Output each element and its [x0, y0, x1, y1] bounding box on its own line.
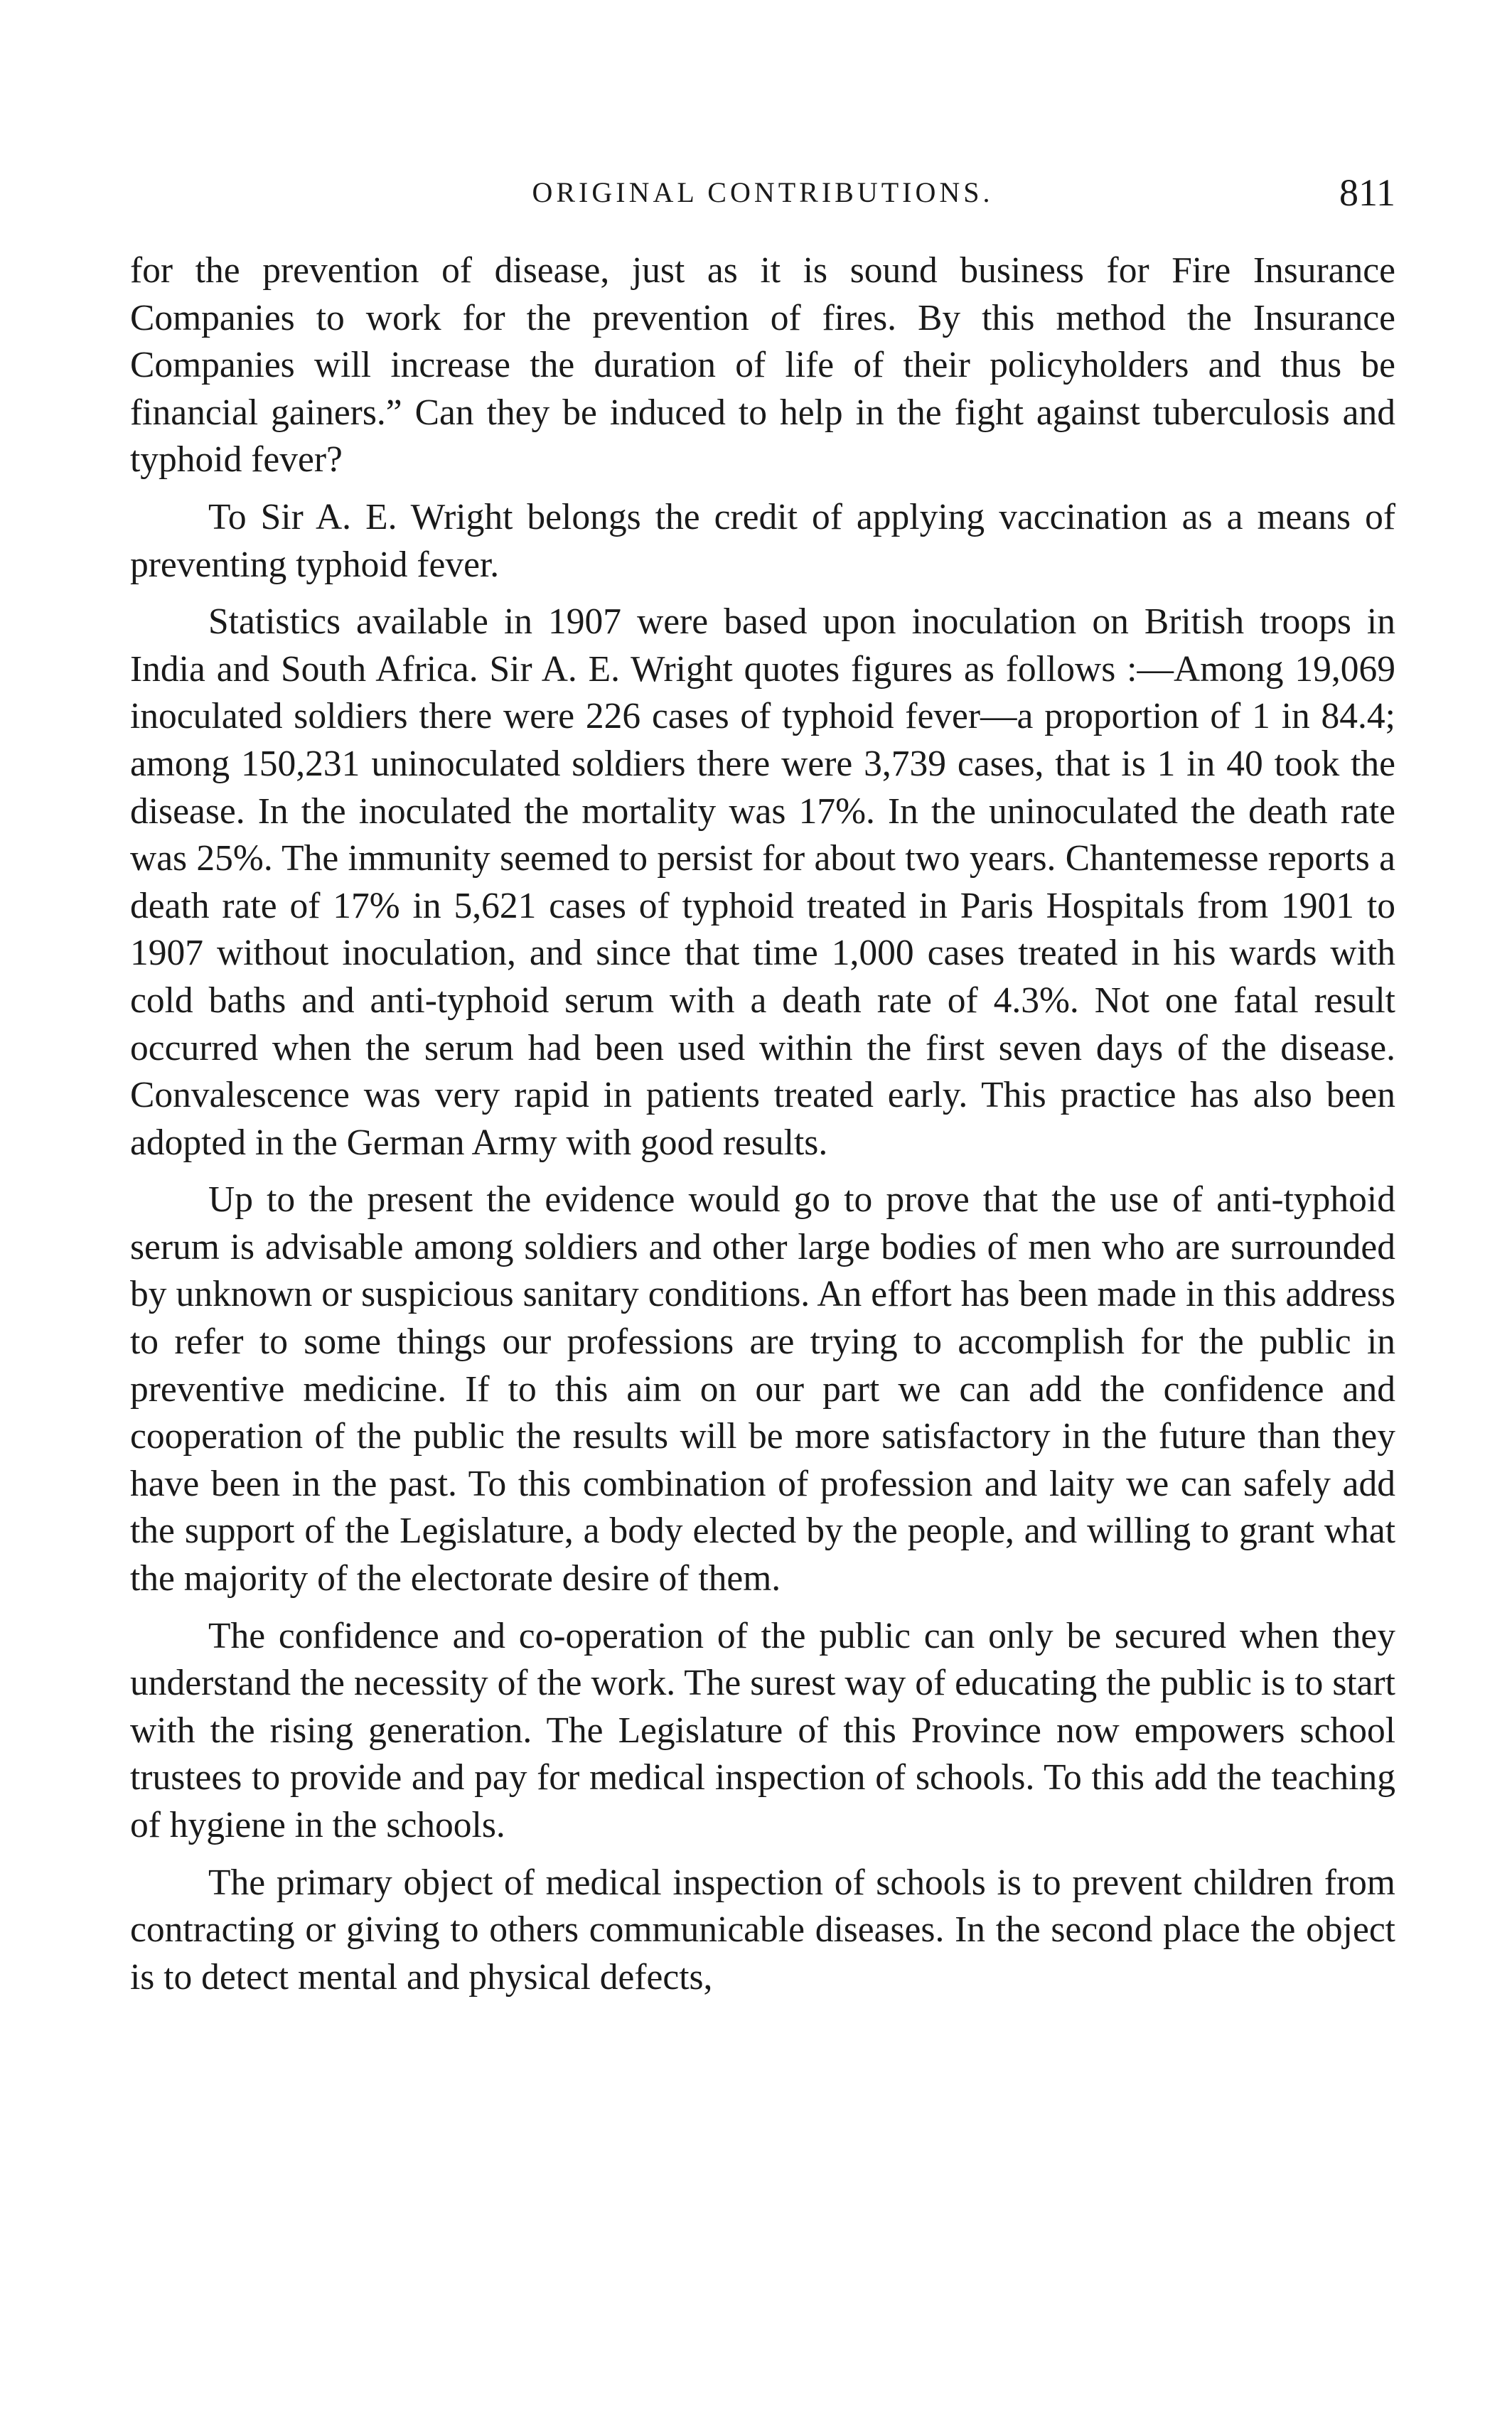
paragraph-continuation: for the prevention of disease, just as it is sound business for Fire Insurance Companies to work for the prevention of fires. By this method the Insurance Companies will increase the duration of life of their policyholders and thus be financial gainers.” Can they be induced to help in the fight against tuberculosis and typhoid fever?: [130, 250, 1395, 481]
page-number: 811: [1339, 171, 1395, 214]
running-title: ORIGINAL CONTRIBUTIONS.: [532, 176, 994, 208]
paragraph-public-cooperation: The confidence and co-operation of the public can only be secured when they understand the necessity of the work. The surest way of educating the public is to start with the rising generation. The Legislature of this Province now empowers school trustees to provide and pay for medical inspection of schools. To this add the teaching of hygiene in the schools.: [130, 1615, 1395, 1845]
body-text: [130, 247, 1395, 2011]
paragraph-anti-typhoid-serum: Up to the present the evidence would go to prove that the use of anti-typhoid serum is advisable among soldiers and other large bodies of men who are surrounded by unknown or suspicious sanitary conditions. An effort has been made in this address to refer to some things our professions are trying to accomplish for the public in preventive medicine. If to this aim on our part we can add the confidence and cooperation of the public the results will be more satisfactory in the future than they have been in the past. To this combination of profession and laity we can safely add the support of the Legislature, a body elected by the people, and willing to grant what the majority of the electorate desire of them.: [130, 1179, 1395, 1599]
paragraph-medical-inspection: The primary object of medical inspection of schools is to prevent children from contracting or giving to others communicable diseases. In the second place the object is to detect mental and physical defects,: [130, 1862, 1395, 1998]
paragraph-statistics: Statistics available in 1907 were based upon inoculation on British troops in India and South Africa. Sir A. E. Wright quotes figures as follows :—Among 19,069 inoculated soldiers there were 226 cases of typhoid fever—a proportion of 1 in 84.4; among 150,231 uninoculated soldiers there were 3,739 cases, that is 1 in 40 took the disease. In the inoculated the mortality was 17%. In the uninoculated the death rate was 25%. The immunity seemed to persist for about two years. Chantemesse reports a death rate of 17% in 5,621 cases of typhoid treated in Paris Hospitals from 1901 to 1907 without inoculation, and since that time 1,000 cases treated in his wards with cold baths and anti-typhoid serum with a death rate of 4.3%. Not one fatal result occurred when the serum had been used within the first seven days of the disease. Convalescence was very rapid in patients treated early. This practice has also been adopted in the German Army with good results.: [130, 601, 1395, 1163]
paragraph-wright-vaccination: To Sir A. E. Wright belongs the credit of applying vaccination as a means of preventing typhoid fever.: [130, 496, 1395, 585]
running-header: [130, 168, 1395, 225]
